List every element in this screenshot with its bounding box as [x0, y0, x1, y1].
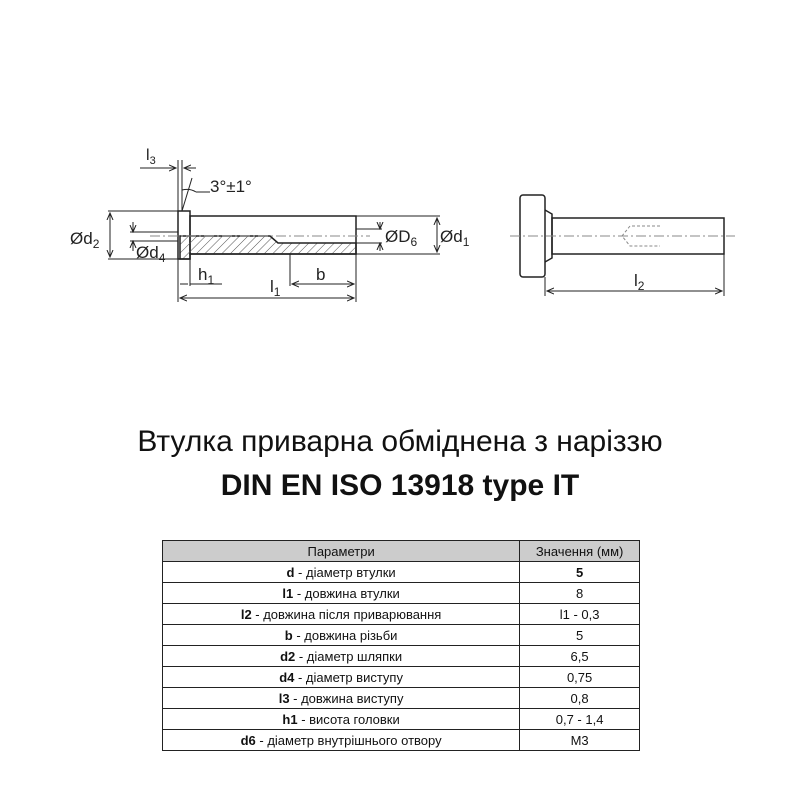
parameter-symbol: d6 [240, 732, 256, 748]
table-row [163, 730, 640, 751]
parameter-description: - діаметр шляпки [295, 648, 403, 664]
label-l2: $l_2$ [634, 271, 645, 293]
parameter-description: - діаметр втулки [294, 564, 396, 580]
parameter-symbol: h1 [282, 711, 298, 727]
table-row [163, 625, 640, 646]
parameter-description: - довжина виступу [289, 690, 404, 706]
hatched-section [180, 236, 356, 259]
table-header-row [163, 541, 640, 562]
parameter-symbol: d4 [279, 669, 295, 685]
value-cell: 8 [520, 583, 640, 604]
label-d1: $Ød_1$ [440, 227, 470, 249]
header-parameters: Параметри [163, 541, 520, 562]
parameter-cell [163, 646, 520, 667]
parameter-description: - довжина втулки [293, 585, 400, 601]
table-body [163, 562, 640, 751]
parameter-cell [163, 730, 520, 751]
table-row [163, 709, 640, 730]
parameter-description: - довжина різьби [292, 627, 398, 643]
spec-table [162, 540, 640, 751]
product-title: Втулка приварна обміднена з наріззю [137, 425, 663, 458]
value-cell: 6,5 [520, 646, 640, 667]
label-l3: $l_3$ [146, 147, 156, 167]
label-d4: $Ød_4$ [136, 243, 166, 265]
label-angle: 3°±1° [210, 177, 252, 196]
standard-title: DIN EN ISO 13918 type IT [220, 469, 580, 502]
value-cell: 0,8 [520, 688, 640, 709]
header-values: Значення (мм) [520, 541, 640, 562]
value-cell: M3 [520, 730, 640, 751]
parameter-cell [163, 562, 520, 583]
parameter-cell [163, 625, 520, 646]
parameter-symbol: b [284, 627, 293, 643]
value-cell: 0,75 [520, 667, 640, 688]
table-row [163, 646, 640, 667]
parameter-symbol: d2 [280, 648, 296, 664]
parameter-symbol: d [286, 564, 295, 580]
value-cell: 0,7 - 1,4 [520, 709, 640, 730]
label-l1: $l_1$ [270, 277, 281, 299]
label-h1: $h_1$ [198, 265, 215, 287]
table-row [163, 604, 640, 625]
parameter-description: - довжина після приварювання [251, 606, 442, 622]
table-row [163, 562, 640, 583]
title-block [0, 420, 800, 508]
value-cell: l1 - 0,3 [520, 604, 640, 625]
parameter-description: - діаметр виступу [294, 669, 403, 685]
parameter-description: - висота головки [297, 711, 400, 727]
value-cell: 5 [520, 625, 640, 646]
side-view [510, 195, 735, 296]
table-row [163, 583, 640, 604]
value-cell: 5 [520, 562, 640, 583]
parameter-description: - діаметр внутрішнього отвору [255, 732, 442, 748]
table-row [163, 688, 640, 709]
parameter-symbol: l1 [282, 585, 294, 601]
parameter-cell [163, 709, 520, 730]
table-row [163, 667, 640, 688]
parameter-cell [163, 667, 520, 688]
parameter-symbol: l2 [240, 606, 252, 622]
label-D6: $ØD_6$ [385, 227, 418, 249]
label-b: b [316, 265, 326, 284]
parameter-cell [163, 688, 520, 709]
parameter-cell [163, 583, 520, 604]
parameter-cell [163, 604, 520, 625]
parameter-symbol: l3 [278, 690, 290, 706]
label-d2: $Ød_2$ [70, 229, 100, 251]
